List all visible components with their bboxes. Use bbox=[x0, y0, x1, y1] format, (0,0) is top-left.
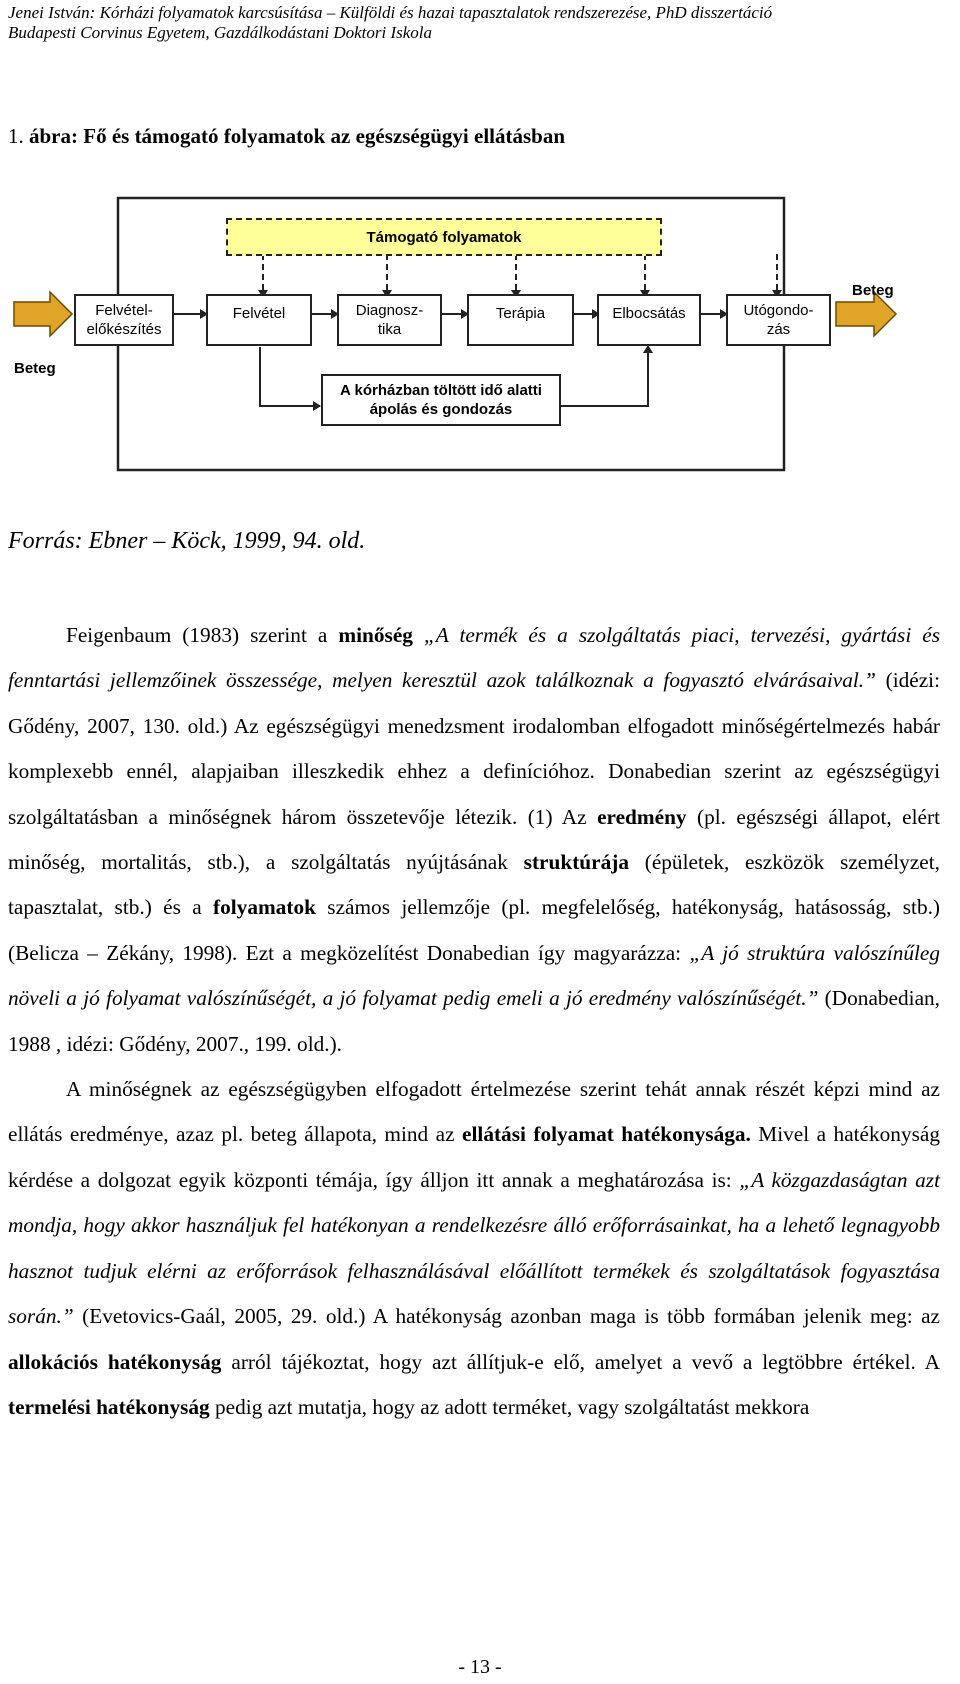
step-admission: Felvétel bbox=[206, 294, 312, 346]
step-diagnostics: Diagnosz- tika bbox=[337, 294, 442, 346]
figure-number: 1. bbox=[8, 124, 24, 148]
bold-term: minőség bbox=[338, 623, 413, 647]
figure-title: ábra: Fő és támogató folyamatok az egészségügyi ellátásban bbox=[29, 124, 566, 148]
running-header-school: Budapesti Corvinus Egyetem, Gazdálkodástani Doktori Iskola bbox=[8, 23, 433, 42]
step-discharge: Elbocsátás bbox=[597, 294, 701, 346]
text-run: (Donabedian, 1988 , idézi: Gődény, 2007., 199. old.). bbox=[8, 986, 940, 1056]
text-run: arról tájékoztat, hogy azt állítjuk-e elő, amelyet a vevő a legtöbbre értékel. A bbox=[221, 1349, 940, 1374]
patient-in-label: Beteg bbox=[14, 360, 56, 377]
bold-term: folyamatok bbox=[213, 895, 316, 920]
text-run: A minőségnek az egészségügyben elfogadott értelmezése szerint tehát annak részét képzi mind az ellátás eredménye, azaz pl. beteg állapota, mind az bbox=[8, 1077, 940, 1147]
figure-source: Forrás: Ebner – Köck, 1999, 94. old. bbox=[8, 528, 366, 554]
bold-term: eredmény bbox=[597, 804, 687, 829]
text-run: Mivel a hatékonyság kérdése a dolgozat egyik központi témája, így álljon itt annak a meghatározása is: bbox=[8, 1122, 940, 1192]
step-aftercare: Utógondo- zás bbox=[726, 294, 831, 346]
process-diagram bbox=[0, 196, 960, 516]
italic-quote: „A közgazdaságtan azt mondja, hogy akkor használjuk fel hatékonyan a rendelkezésre álló erőforrásainkat, ha a lehető legnagyobb hasznot tudjuk elérni az erőforrások felhasználásával előállított termékek és szolgáltatások fogyasztása során.” bbox=[8, 1167, 940, 1329]
bold-term: struktúrája bbox=[523, 850, 629, 875]
step-admission-preparation: Felvétel- előkészítés bbox=[74, 294, 174, 346]
page-number: - 13 - bbox=[458, 1656, 502, 1678]
text-run: pedig azt mutatja, hogy az adott terméket, vagy szolgáltatást mekkora bbox=[209, 1394, 810, 1419]
paragraph-efficiency bbox=[8, 1067, 940, 1430]
care-during-stay-box: A kórházban töltött idő alatti ápolás és gondozás bbox=[321, 374, 561, 426]
patient-out-label: Beteg bbox=[852, 282, 894, 299]
paragraph-quality bbox=[8, 613, 940, 1067]
text-run: Feigenbaum (1983) szerint a bbox=[66, 623, 339, 647]
body-text bbox=[8, 613, 940, 1430]
bold-term: allokációs hatékonyság bbox=[8, 1349, 222, 1374]
text-run: (épületek, eszközök személyzet, tapasztalat, stb.) és a bbox=[8, 850, 940, 920]
figure-caption bbox=[8, 124, 565, 149]
text-run: (idézi: Gődény, 2007, 130. old.) Az egészségügyi menedzsment irodalomban elfogadott minőségértelmezés habár komplexebb ennél, alapjaiban illeszkedik ehhez a definícióhoz. Donabedian szerint az egészségügyi szolgáltatásban a minőségnek három összetevője létezik. (1) Az bbox=[8, 668, 940, 829]
text-run: (Evetovics-Gaál, 2005, 29. old.) A hatékonyság azonban maga is több formában jelenik meg: az bbox=[73, 1304, 940, 1329]
italic-quote: „A termék és a szolgáltatás piaci, tervezési, gyártási és fenntartási jellemzőinek összessége, melyen keresztül azok találkoznak a fogyasztó elvárásaival.” bbox=[8, 623, 940, 693]
bold-term: termelési hatékonyság bbox=[8, 1394, 210, 1419]
bold-term: ellátási folyamat hatékonysága. bbox=[462, 1122, 751, 1147]
text-run: (pl. egészségi állapot, elért minőség, mortalitás, stb.), a szolgáltatás nyújtásának bbox=[8, 804, 940, 875]
patient-in-arrow bbox=[14, 292, 72, 336]
step-therapy: Terápia bbox=[467, 294, 574, 346]
italic-quote: „A jó struktúra valószínűleg növeli a jó folyamat valószínűségét, a jó folyamat pedig emeli a jó eredmény valószínűségét.” bbox=[8, 940, 941, 1011]
text-run: számos jellemzője (pl. megfelelőség, hatékonyság, hatásosság, stb.) (Belicza – Zékány, 1998). Ezt a megközelítést Donabedian így magyarázza: bbox=[8, 895, 941, 965]
running-header-title: Jenei István: Kórházi folyamatok karcsúsítása – Külföldi és hazai tapasztalatok rendszerezése, PhD disszertáció bbox=[8, 3, 773, 22]
support-connectors bbox=[263, 254, 777, 294]
support-processes-box: Támogató folyamatok bbox=[226, 218, 662, 256]
